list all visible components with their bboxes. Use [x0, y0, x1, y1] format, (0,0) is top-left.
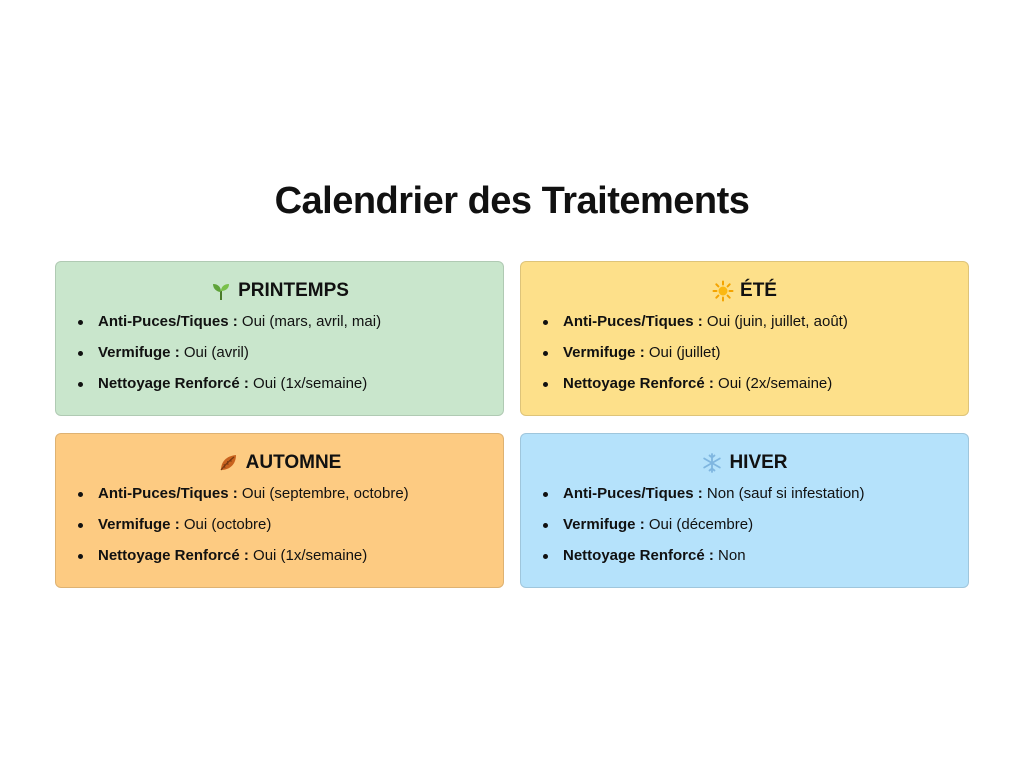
list-item — [563, 312, 948, 332]
list-item — [563, 484, 948, 504]
list-item — [563, 546, 948, 566]
item-value: Non (sauf si infestation) — [706, 485, 865, 502]
page-title: Calendrier des Traitements — [274, 180, 750, 222]
item-label: Anti-Puces/Tiques : — [98, 313, 238, 330]
season-title — [541, 452, 948, 474]
treatment-list — [76, 484, 483, 566]
season-title — [541, 280, 948, 302]
item-label: Nettoyage Renforcé : — [563, 547, 714, 564]
list-item — [98, 374, 483, 394]
treatment-list — [541, 484, 948, 566]
seasons-grid — [55, 261, 969, 588]
list-item — [98, 546, 483, 566]
list-item — [563, 515, 948, 535]
item-value: Oui (juin, juillet, août) — [706, 313, 848, 330]
item-label: Anti-Puces/Tiques : — [563, 313, 703, 330]
item-value: Oui (2x/semaine) — [718, 375, 833, 392]
list-item — [98, 343, 483, 363]
item-value: Oui (1x/semaine) — [253, 547, 368, 564]
item-label: Anti-Puces/Tiques : — [98, 485, 238, 502]
item-value: Oui (mars, avril, mai) — [241, 313, 382, 330]
fallen-leaf-icon — [218, 452, 240, 474]
list-item — [98, 515, 483, 535]
item-value: Oui (septembre, octobre) — [241, 485, 409, 502]
season-name: AUTOMNE — [245, 452, 342, 473]
season-title — [76, 452, 483, 474]
sun-icon — [712, 280, 734, 302]
season-card-printemps — [55, 261, 504, 416]
item-value: Oui (octobre) — [183, 516, 272, 533]
list-item — [98, 312, 483, 332]
list-item — [563, 343, 948, 363]
item-label: Nettoyage Renforcé : — [563, 375, 714, 392]
item-value: Oui (avril) — [183, 344, 249, 361]
season-title — [76, 280, 483, 302]
item-label: Nettoyage Renforcé : — [98, 547, 249, 564]
treatment-list — [76, 312, 483, 394]
season-name: HIVER — [729, 452, 788, 473]
item-label: Vermifuge : — [98, 344, 180, 361]
list-item — [98, 484, 483, 504]
season-name: PRINTEMPS — [238, 280, 349, 301]
item-label: Vermifuge : — [563, 516, 645, 533]
season-card-ete — [520, 261, 969, 416]
item-label: Nettoyage Renforcé : — [98, 375, 249, 392]
item-value: Oui (1x/semaine) — [253, 375, 368, 392]
item-label: Vermifuge : — [563, 344, 645, 361]
item-value: Non — [718, 547, 746, 564]
item-value: Oui (juillet) — [648, 344, 721, 361]
treatment-list — [541, 312, 948, 394]
seedling-icon — [210, 280, 232, 302]
snowflake-icon — [701, 452, 723, 474]
item-label: Vermifuge : — [98, 516, 180, 533]
list-item — [563, 374, 948, 394]
season-card-hiver — [520, 433, 969, 588]
item-label: Anti-Puces/Tiques : — [563, 485, 703, 502]
item-value: Oui (décembre) — [648, 516, 754, 533]
season-name: ÉTÉ — [740, 280, 777, 301]
season-card-automne — [55, 433, 504, 588]
